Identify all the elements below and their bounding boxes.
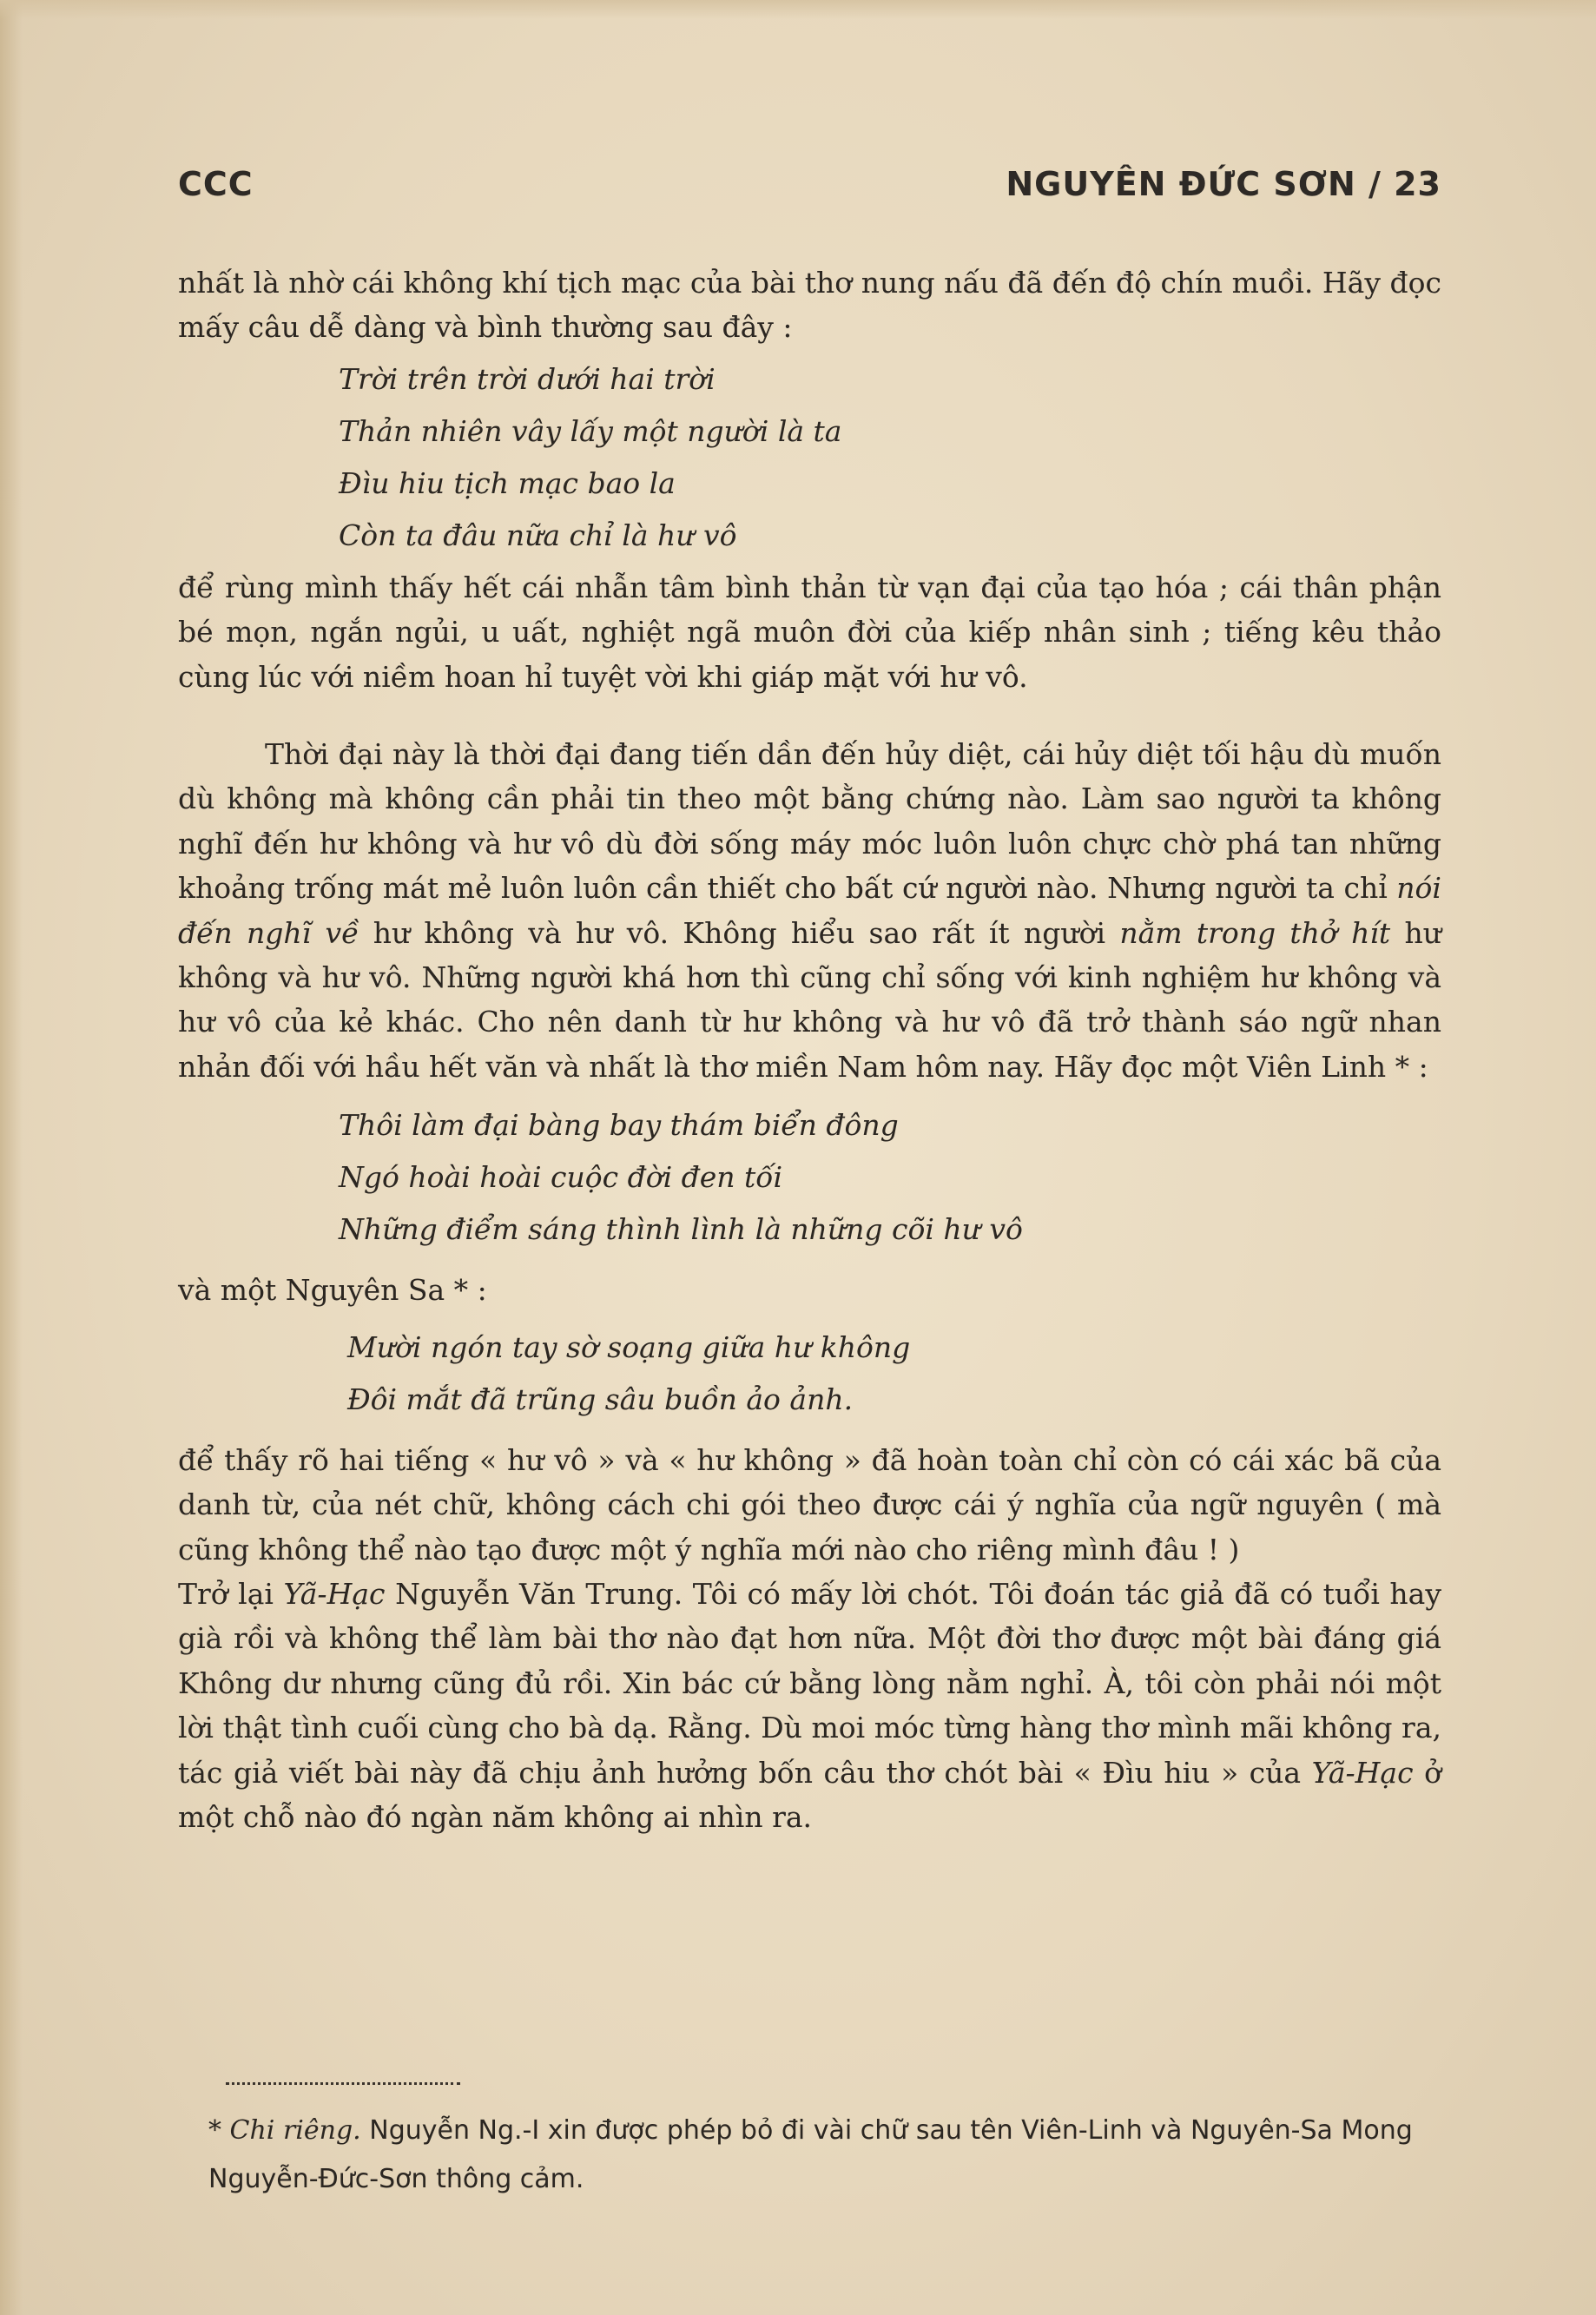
- verse-2: [339, 1099, 1441, 1256]
- header-left: CCC: [178, 165, 254, 203]
- emphasis: Yã-Hạc: [283, 1576, 386, 1611]
- emphasis: Yã-Hạc: [1311, 1755, 1414, 1790]
- body-text: [178, 261, 1441, 1839]
- paragraph-6: [178, 1572, 1441, 1839]
- verse-line: Thôi làm đại bàng bay thám biển đông: [339, 1108, 899, 1143]
- footnote-lead: * Chi riêng.: [208, 2115, 361, 2146]
- paragraph-1: nhất là nhờ cái không khí tịch mạc của bài thơ nung nấu đã đến độ chín muồi. Hãy đọc mấy câu dễ dàng và bình thường sau đây :: [178, 266, 1441, 345]
- paragraph-2: để rùng mình thấy hết cái nhẫn tâm bình thản từ vạn đại của tạo hóa ; cái thân phận bé mọn, ngắn ngủi, u uất, nghiệt ngã muôn đời của kiếp nhân sinh ; tiếng kêu thảo cùng lúc với niềm hoan hỉ tuyệt vời khi giáp mặt với hư vô.: [178, 570, 1441, 694]
- running-header: [178, 165, 1441, 208]
- paragraph-3: [178, 732, 1441, 1089]
- verse-line: Đìu hiu tịch mạc bao la: [339, 465, 676, 500]
- verse-line: Mười ngón tay sờ soạng giữa hư không: [347, 1329, 911, 1364]
- text-run: Thời đại này là thời đại đang tiến dần đến hủy diệt, cái hủy diệt tối hậu dù muốn dù không mà không cần phải tin theo một bằng chứng nào. Làm sao người ta không nghĩ đến hư không và hư vô dù đời sống máy móc luôn luôn chực chờ phá tan những khoảng trống mát mẻ luôn luôn cần thiết cho bất cứ người nào. Nhưng người ta chỉ: [178, 737, 1441, 906]
- footnote-divider: [226, 2082, 460, 2085]
- verse-line: Đôi mắt đã trũng sâu buồn ảo ảnh.: [347, 1382, 854, 1416]
- footnote-text: Nguyễn Ng.-I xin được phép bỏ đi vài chữ sau tên Viên-Linh và Nguyên-Sa Mong Nguyễn-Đức-Sơn thông cảm.: [208, 2115, 1413, 2194]
- emphasis: nằm trong thở hít: [1119, 915, 1391, 950]
- text-run: ở một chỗ nào đó ngàn năm không ai nhìn ra.: [178, 1755, 1441, 1834]
- verse-3: [347, 1322, 1441, 1426]
- text-run: Nguyễn Văn Trung. Tôi có mấy lời chót. Tôi đoán tác giả đã có tuổi hay già rồi và không thể làm bài thơ nào đạt hơn nữa. Một đời thơ được một bài đáng giá Không dư nhưng cũng đủ rồi. Xin bác cứ bằng lòng nằm nghỉ. À, tôi còn phải nói một lời thật tình cuối cùng cho bà dạ. Rằng. Dù moi móc từng hàng thơ mình mãi không ra, tác giả viết bài này đã chịu ảnh hưởng bốn câu thơ chót bài « Đìu hiu » của: [178, 1576, 1442, 1790]
- verse-line: Còn ta đâu nữa chỉ là hư vô: [339, 518, 737, 552]
- text-run: hư không và hư vô. Những người khá hơn thì cũng chỉ sống với kinh nghiệm hư không và hư vô của kẻ khác. Cho nên danh từ hư không và hư vô đã trở thành sáo ngữ nhan nhản đối với hầu hết văn và nhất là thơ miền Nam hôm nay. Hãy đọc một Viên Linh * :: [178, 915, 1441, 1084]
- paragraph-5: để thấy rõ hai tiếng « hư vô » và « hư không » đã hoàn toàn chỉ còn có cái xác bã của danh từ, của nét chữ, không cách chi gói theo được cái ý nghĩa của ngữ nguyên ( mà cũng không thể nào tạo được một ý nghĩa mới nào cho riêng mình đâu ! ): [178, 1442, 1441, 1566]
- text-run: Trở lại: [178, 1576, 274, 1611]
- footnote: [208, 2107, 1466, 2204]
- header-author-page: NGUYÊN ĐỨC SƠN / 23: [1006, 165, 1441, 203]
- emphasis: nói đến nghĩ về: [178, 871, 1441, 950]
- verse-line: Trời trên trời dưới hai trời: [339, 361, 716, 396]
- text-run: hư không và hư vô. Không hiểu sao rất ít người: [373, 915, 1106, 950]
- verse-line: Thản nhiên vây lấy một người là ta: [339, 413, 842, 448]
- paragraph-4: và một Nguyên Sa * :: [178, 1273, 487, 1308]
- verse-1: [339, 353, 1441, 562]
- verse-line: Những điểm sáng thình lình là những cõi hư vô: [339, 1212, 1023, 1247]
- verse-line: Ngó hoài hoài cuộc đời đen tối: [339, 1160, 783, 1195]
